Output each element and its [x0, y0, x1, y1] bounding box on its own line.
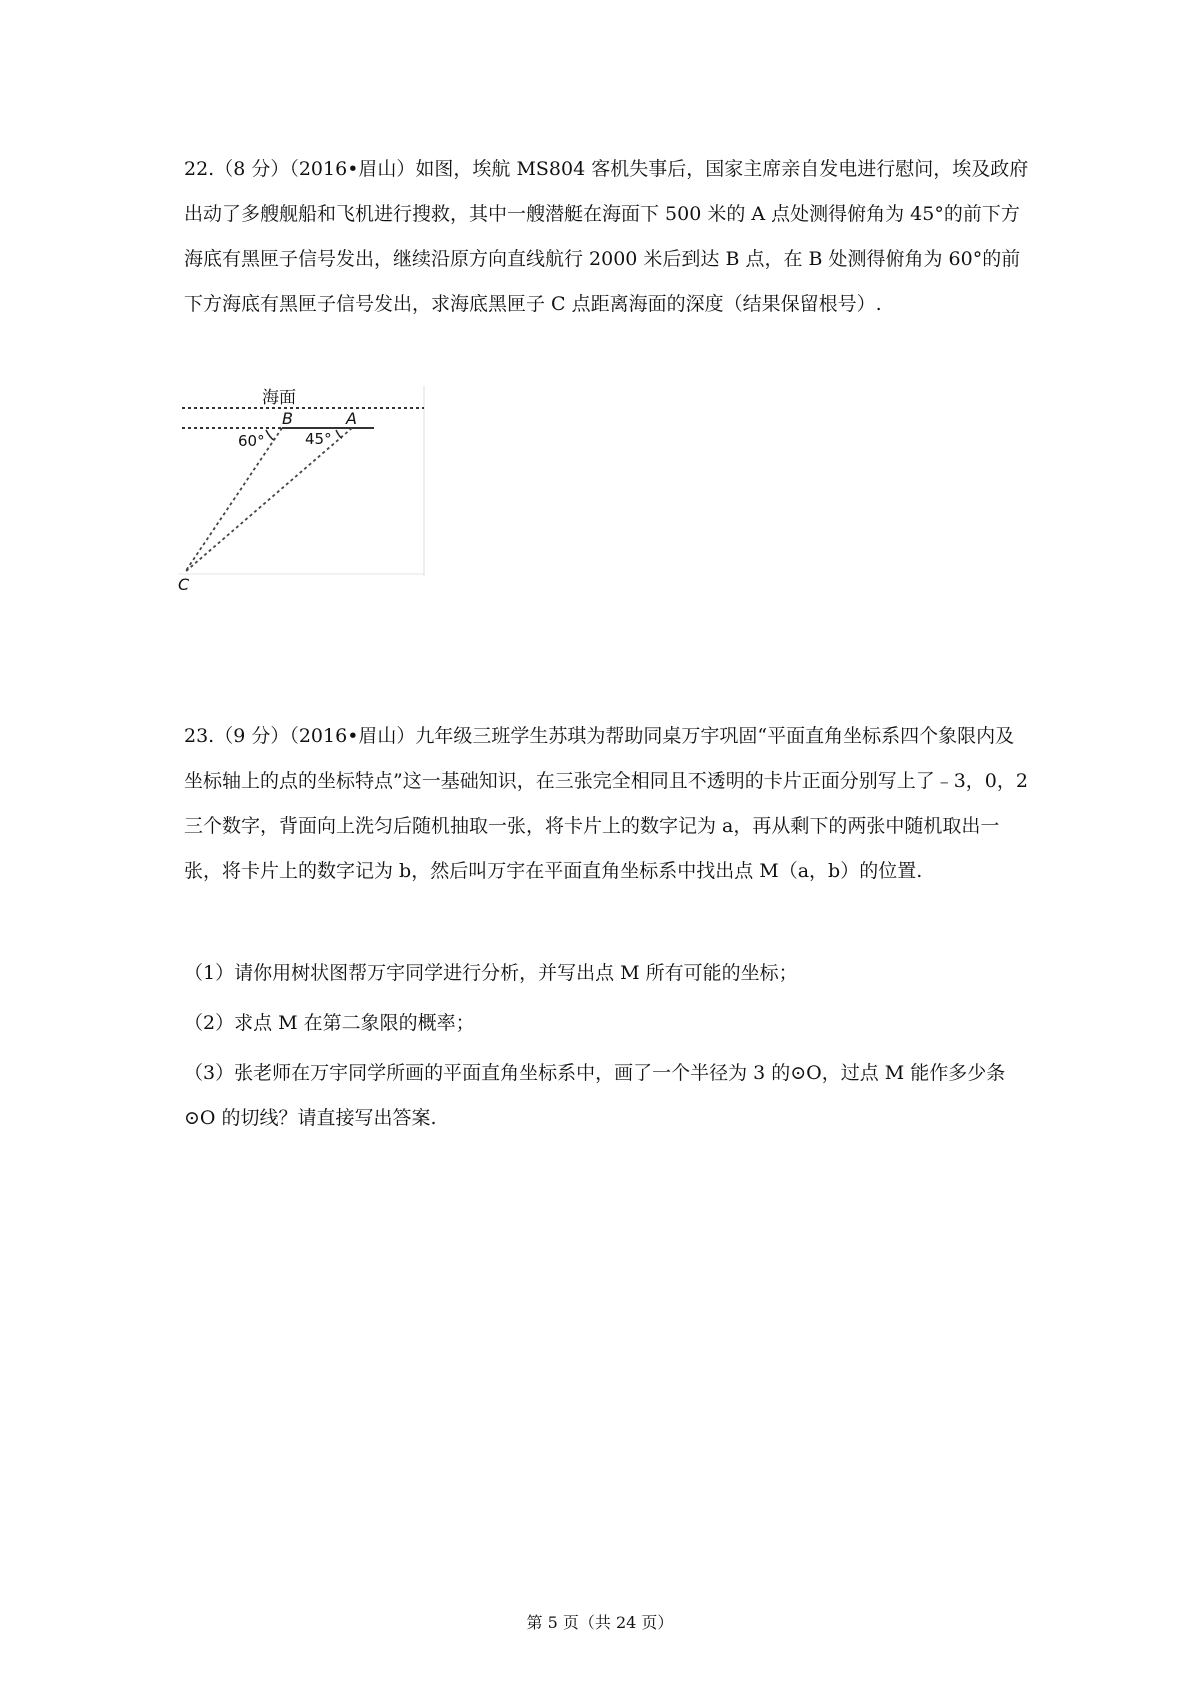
question-22-text: 22.（8 分）（2016•眉山）如图，埃航 MS804 客机失事后，国家主席亲自发电进行慰问，埃及政府出动了多艘舰船和飞机进行搜救，其中一艘潜艇在海面下 500 米的 A 点处测得俯角为 45°的前下方海底有黑匣子信号发出，继续沿原方向直线航行 2000 米后到达 B 点，在 B 处测得俯角为 60°的前下方海底有黑匣子信号发出，求海底黑匣子 C 点距离海面的深度（结果保留根号）. — [184, 158, 1029, 315]
question-23-part-3: （3）张老师在万宇同学所画的平面直角坐标系中，画了一个半径为 3 的⊙O，过点 M 能作多少条⊙O 的切线？请直接写出答案. — [184, 1062, 1006, 1129]
point-b-label: B — [282, 409, 293, 428]
angle-60-label: 60° — [238, 432, 265, 450]
angle-arc-a — [336, 430, 342, 438]
question-23-part-2: （2）求点 M 在第二象限的概率； — [184, 1012, 475, 1034]
angle-arc-b — [266, 430, 274, 440]
page-footer: 第 5 页（共 24 页） — [526, 1613, 674, 1632]
question-23-part-1: （1）请你用树状图帮万宇同学进行分析，并写出点 M 所有可能的坐标； — [184, 962, 798, 984]
point-c-label: C — [178, 575, 190, 594]
point-a-label: A — [346, 409, 357, 428]
question-22-figure — [178, 386, 468, 632]
line-bc — [185, 428, 282, 572]
question-23-text: 23.（9 分）（2016•眉山）九年级三班学生苏琪为帮助同桌万宇巩固“平面直角坐标系四个象限内及坐标轴上的点的坐标特点”这一基础知识，在三张完全相同且不透明的卡片正面分别写上了﹣3，0，2 三个数字，背面向上洗匀后随机抽取一张，将卡片上的数字记为 a，再从剩下的两张中随机取出一张，将卡片上的数字记为 b，然后叫万宇在平面直角坐标系中找出点 M（a，b）的位置. — [184, 725, 1028, 882]
sea-surface-label: 海面 — [262, 388, 296, 408]
angle-45-label: 45° — [305, 430, 332, 448]
